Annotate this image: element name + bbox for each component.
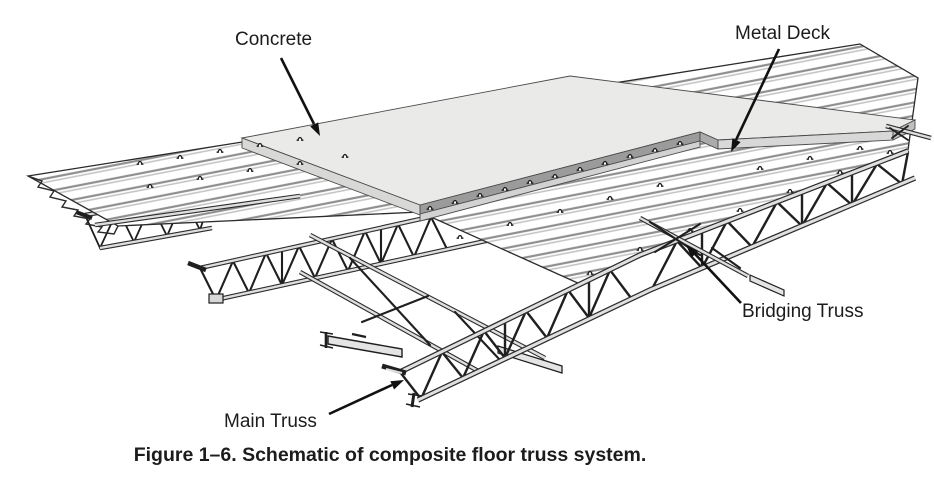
main-truss-arrowhead (390, 380, 404, 390)
main-truss-arrow (329, 385, 392, 414)
bridging-truss-label: Bridging Truss (742, 301, 864, 322)
concrete-label: Concrete (235, 29, 313, 50)
main-truss-label: Main Truss (224, 411, 317, 432)
metal-deck-label: Metal Deck (735, 23, 831, 44)
concrete-arrow (281, 58, 314, 124)
figure-caption: Figure 1–6. Schematic of composite floor truss system. (133, 444, 647, 466)
